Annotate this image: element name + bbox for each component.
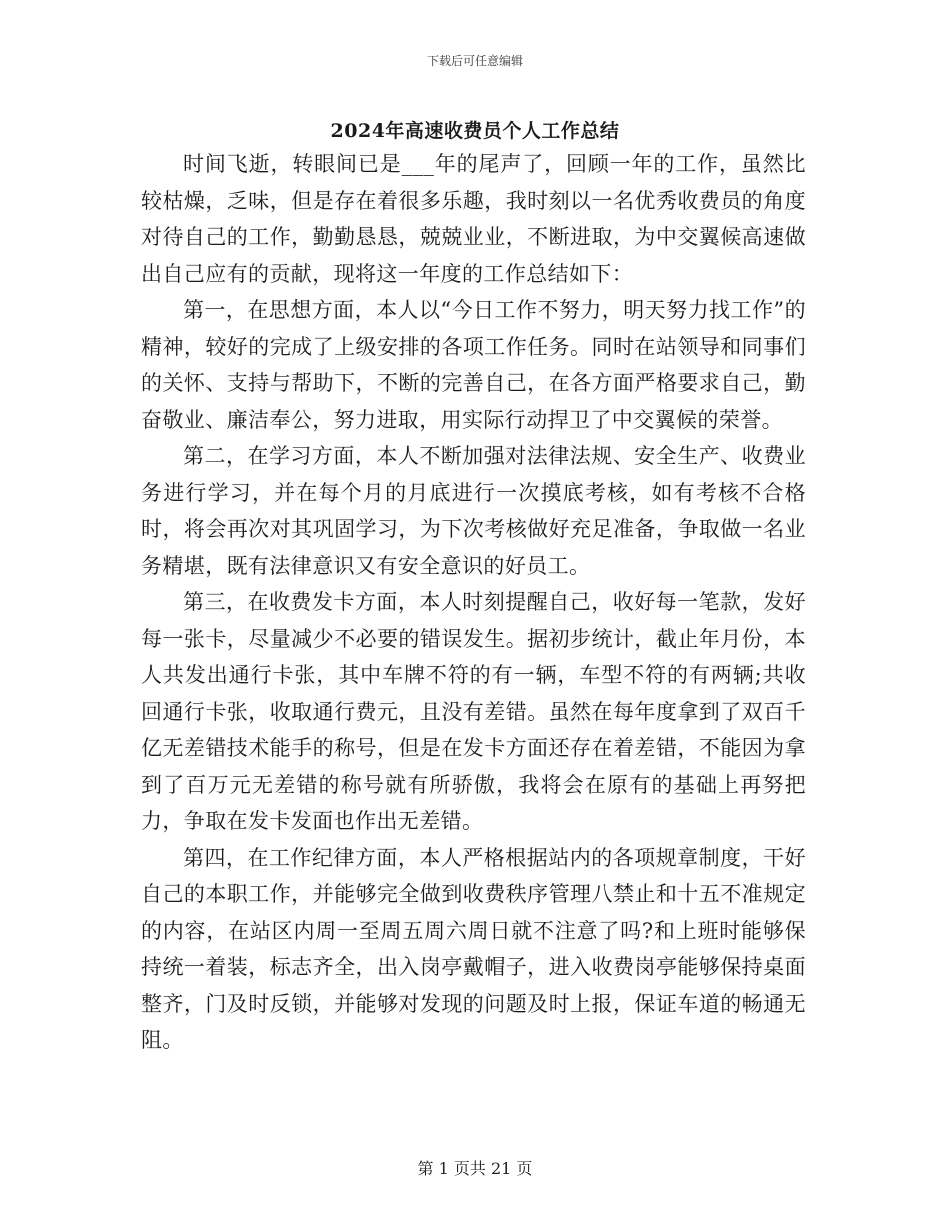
paragraph-intro: 时间飞逝，转眼间已是___年的尾声了，回顾一年的工作，虽然比较枯燥，乏味，但是存在着很多乐趣，我时刻以一名优秀收费员的角度对待自己的工作，勤勤恳恳，兢兢业业，不断进取，为中交翼候高速做出自己应有的贡献，现将这一年度的工作总结如下：: [141, 152, 806, 286]
page-number: 第 1 页共 21 页: [417, 1159, 533, 1178]
paragraph-study: 第二，在学习方面，本人不断加强对法律法规、安全生产、收费业务进行学习，并在每个月的月底进行一次摸底考核，如有考核不合格时，将会再次对其巩固学习，为下次考核做好充足准备，争取做一名业务精堪，既有法律意识又有安全意识的好员工。: [141, 444, 806, 578]
paragraph-thought: 第一，在思想方面，本人以“今日工作不努力，明天努力找工作”的精神，较好的完成了上级安排的各项工作任务。同时在站领导和同事们的关怀、支持与帮助下，不断的完善自己，在各方面严格要求自己，勤奋敬业、廉洁奉公，努力进取，用实际行动捍卫了中交翼候的荣誉。: [141, 298, 806, 432]
document-body: [141, 146, 806, 1059]
paragraph-toll-card: 第三，在收费发卡方面，本人时刻提醒自己，收好每一笔款，发好每一张卡，尽量减少不必要的错误发生。据初步统计，截止年月份，本人共发出通行卡张，其中车牌不符的有一辆，车型不符的有两辆;共收回通行卡张，收取通行费元，且没有差错。虽然在每年度拿到了双百千亿无差错技术能手的称号，但是在发卡方面还存在着差错，不能因为拿到了百万元无差错的称号就有所骄傲，我将会在原有的基础上再努把力，争取在发卡发面也作出无差错。: [141, 590, 806, 833]
document-title: 2024年高速收费员个人工作总结: [330, 120, 620, 142]
paragraph-discipline: 第四，在工作纪律方面，本人严格根据站内的各项规章制度，干好自己的本职工作，并能够完全做到收费秩序管理八禁止和十五不准规定的内容，在站区内周一至周五周六周日就不注意了吗?和上班时能够保持统一着装，标志齐全，出入岗亭戴帽子，进入收费岗亭能够保持桌面整齐，门及时反锁，并能够对发现的问题及时上报，保证车道的畅通无阻。: [141, 845, 806, 1052]
header-note: 下载后可任意编辑: [426, 54, 523, 68]
